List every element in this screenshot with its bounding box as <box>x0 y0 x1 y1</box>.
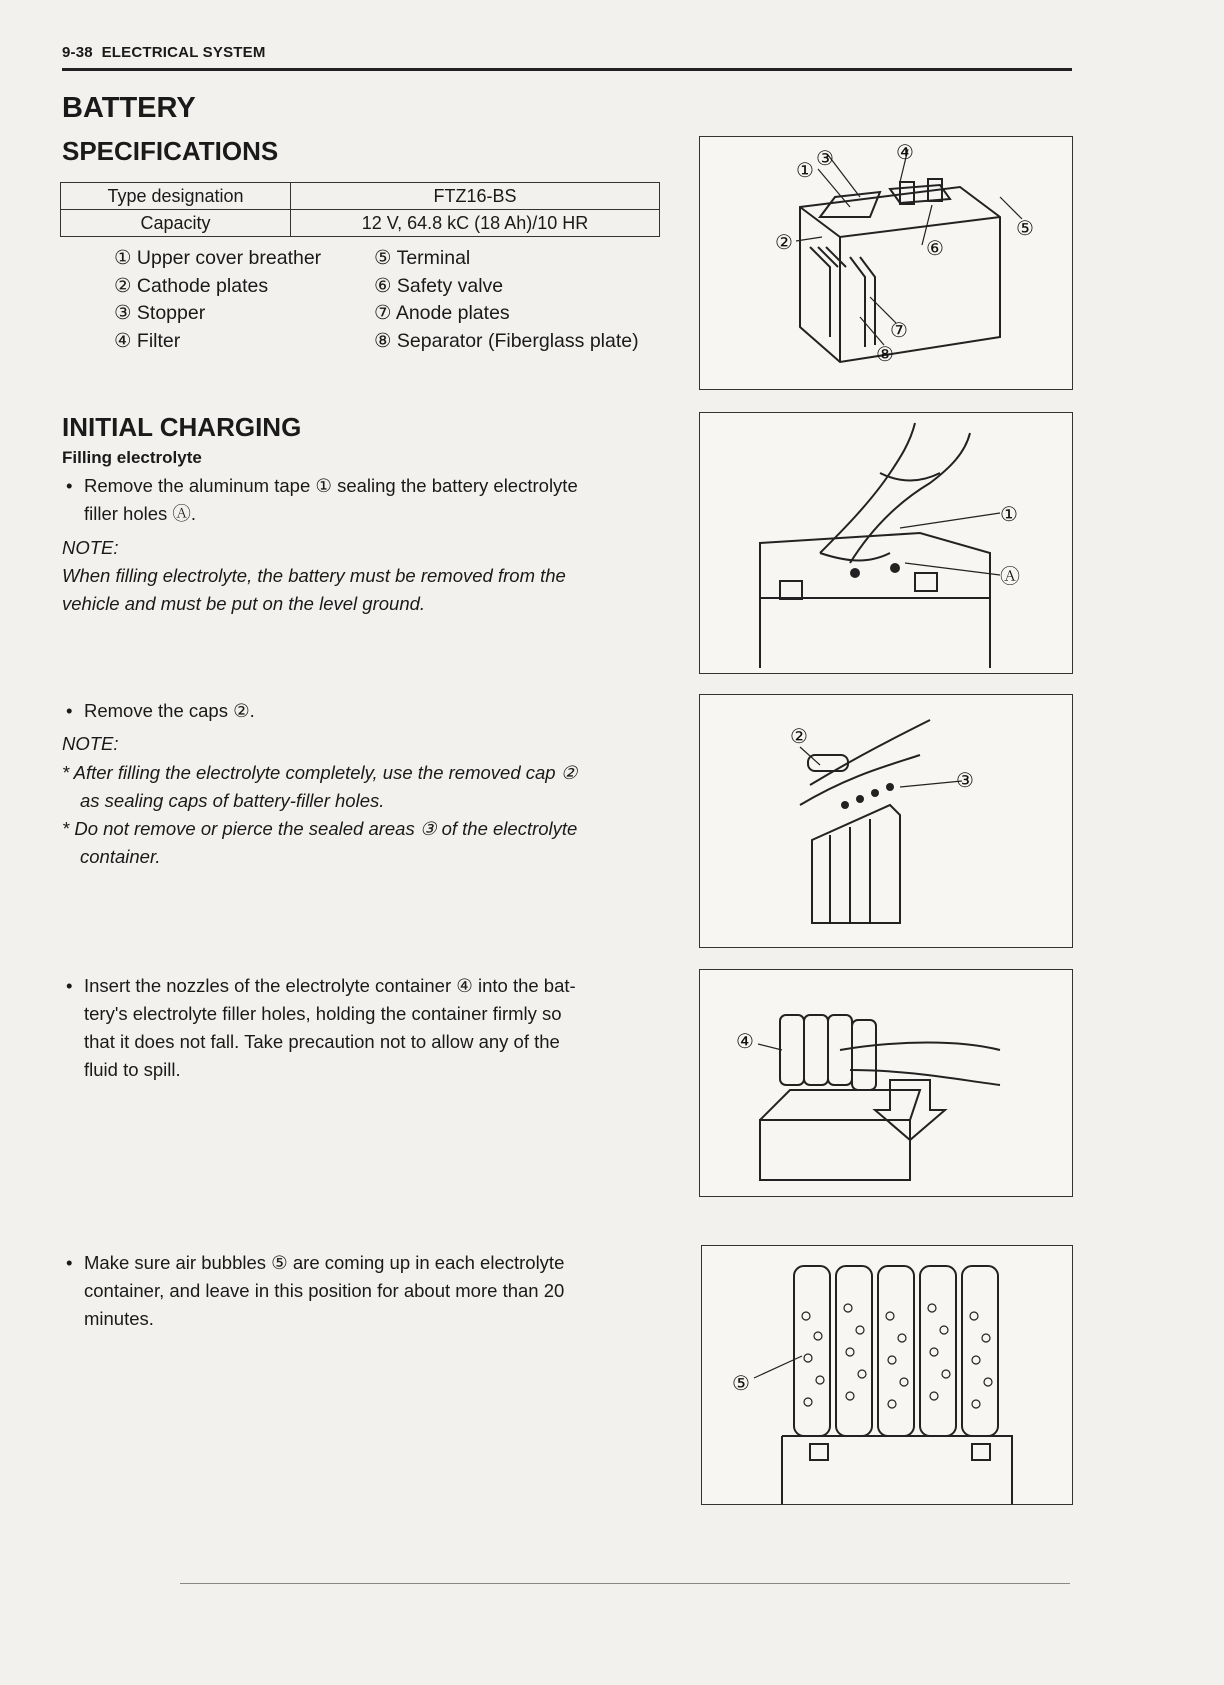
header-rule <box>62 68 1072 71</box>
section-name: ELECTRICAL SYSTEM <box>101 44 266 61</box>
note-text: When filling electrolyte, the battery must be removed from the vehicle and must be put on the level ground. <box>62 565 566 614</box>
bullet-icon: • <box>66 1252 73 1273</box>
bullet-icon: • <box>66 975 73 996</box>
remove-tape-figure <box>699 412 1073 674</box>
legend-item: ③ Stopper <box>114 302 206 324</box>
note-label: NOTE: <box>62 537 119 558</box>
legend-item: ⑤ Terminal <box>374 247 471 269</box>
callout-label: ⑤ <box>1016 216 1034 240</box>
step-text: Insert the nozzles of the electrolyte container ④ into the bat- tery's electrolyte filler holes, holding the container firmly so that it does not fall. Take precaution not to allow any of the fluid to spill. <box>84 975 576 1080</box>
callout-label: Ⓐ <box>1000 564 1020 588</box>
spec-label: Type designation <box>61 183 291 210</box>
legend-item: ⑧ Separator (Fiberglass plate) <box>374 330 639 352</box>
table-row <box>61 183 660 210</box>
legend-item: ⑥ Safety valve <box>374 275 504 297</box>
callout-label: ③ <box>956 768 974 792</box>
battery-cutaway-drawing <box>700 137 1072 389</box>
battery-title: BATTERY <box>62 92 196 124</box>
legend-item: ④ Filter <box>114 330 181 352</box>
page-number: 9-38 <box>62 44 93 61</box>
callout-label: ③ <box>816 146 834 170</box>
callout-label: ② <box>775 230 793 254</box>
battery-cutaway-figure <box>699 136 1073 390</box>
callout-label: ② <box>790 724 808 748</box>
step-text: Make sure air bubbles ⑤ are coming up in each electrolyte container, and leave in this position for about more than 20 minutes. <box>84 1252 565 1329</box>
page-header <box>62 44 266 61</box>
callout-label: ④ <box>736 1029 754 1053</box>
callout-label: ① <box>1000 502 1018 526</box>
callout-label: ⑧ <box>876 342 894 366</box>
legend-item: ⑦ Anode plates <box>374 302 510 324</box>
initial-charging-title: INITIAL CHARGING <box>62 412 302 442</box>
table-row <box>61 210 660 237</box>
note-label: NOTE: <box>62 733 119 754</box>
bullet-icon: • <box>66 700 73 721</box>
note-text: * After filling the electrolyte completely, use the removed cap ② as sealing caps of battery-filler holes. * Do not remove or pierce the sealed areas ③ of the electrolyte container. <box>62 762 578 867</box>
footer-rule <box>180 1583 1070 1584</box>
callout-label: ⑦ <box>890 318 908 342</box>
callout-label: ⑥ <box>926 236 944 260</box>
remove-caps-figure <box>699 694 1073 948</box>
specifications-title: SPECIFICATIONS <box>62 136 279 166</box>
filling-electrolyte-subtitle: Filling electrolyte <box>62 448 202 467</box>
air-bubbles-figure <box>701 1245 1073 1505</box>
spec-value: FTZ16-BS <box>291 183 660 210</box>
legend-item: ① Upper cover breather <box>114 247 322 269</box>
legend-item: ② Cathode plates <box>114 275 269 297</box>
insert-container-figure <box>699 969 1073 1197</box>
step-text: Remove the caps ②. <box>84 700 255 721</box>
step-text: Remove the aluminum tape ① sealing the battery electrolyte filler holes Ⓐ. <box>84 475 578 524</box>
insert-container-drawing <box>700 970 1072 1196</box>
callout-label: ① <box>796 158 814 182</box>
air-bubbles-drawing <box>702 1246 1072 1504</box>
bullet-icon: • <box>66 475 73 496</box>
spec-table <box>60 182 660 237</box>
remove-tape-drawing <box>700 413 1072 673</box>
callout-label: ⑤ <box>732 1371 750 1395</box>
remove-caps-drawing <box>700 695 1072 947</box>
callout-label: ④ <box>896 140 914 164</box>
spec-label: Capacity <box>61 210 291 237</box>
spec-value: 12 V, 64.8 kC (18 Ah)/10 HR <box>291 210 660 237</box>
